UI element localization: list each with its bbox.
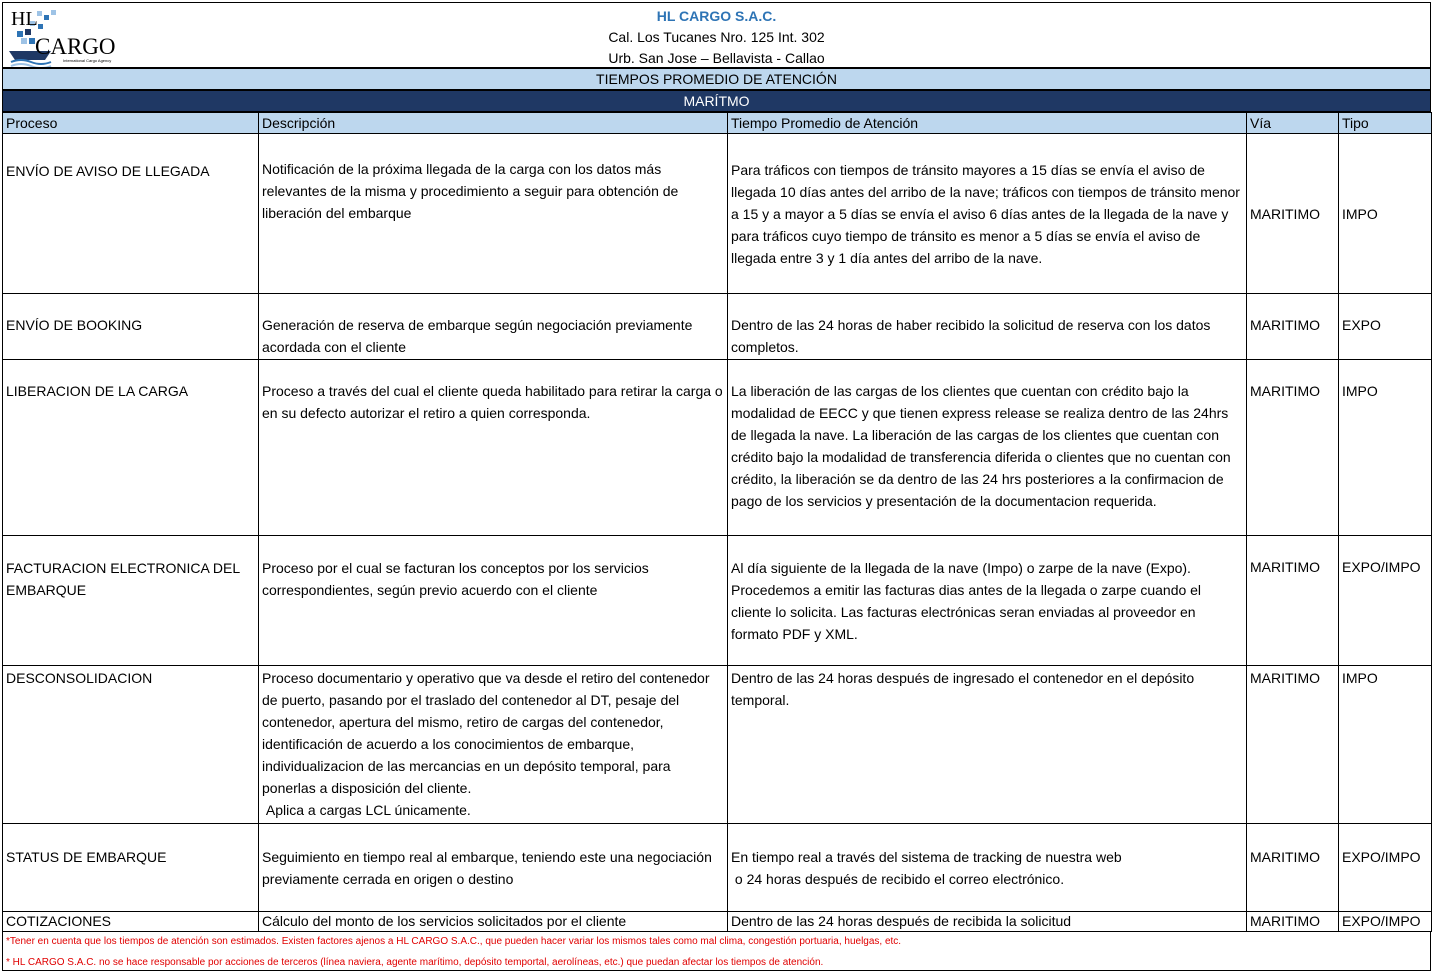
cell-tiempo [728, 824, 1247, 912]
logo-tagline: International Cargo Agency [63, 58, 112, 63]
table-row [3, 912, 1432, 932]
cell-descripcion: Notificación de la próxima llegada de la carga con los datos más relevantes de la misma y procedimiento a seguir para obtención de liberación del embarque [259, 134, 728, 294]
cell-tipo: EXPO [1339, 294, 1432, 360]
tiempo-text: En tiempo real a través del sistema de tracking de nuestra web [731, 849, 1122, 865]
col-header-descripcion: Descripción [259, 113, 728, 134]
cell-tipo: IMPO [1339, 134, 1432, 294]
descripcion-note: Aplica a cargas LCL únicamente. [265, 802, 471, 818]
footer-note-2: * HL CARGO S.A.C. no se hace responsable por acciones de terceros (línea naviera, agente marítimo, depósito temportal, aerolíneas, etc.) que puedan afectar los tiempos de atención. [6, 957, 824, 968]
table-row [3, 360, 1432, 536]
table-row [3, 666, 1432, 824]
cell-proceso: ENVÍO DE BOOKING [3, 294, 259, 360]
cell-proceso: FACTURACION ELECTRONICA DEL EMBARQUE [3, 536, 259, 666]
cell-proceso: COTIZACIONES [3, 912, 259, 932]
logo-text-hl: HL [11, 8, 38, 30]
cell-via: MARITIMO [1247, 912, 1339, 932]
sheet-title: TIEMPOS PROMEDIO DE ATENCIÓN [2, 68, 1431, 90]
descripcion-text: Proceso documentario y operativo que va desde el retiro del contenedor de puerto, pasando por el traslado del contenedor al DT, pesaje del contenedor, apertura del mismo, retiro de cargas del contenedor, identificación de acuerdo a los conocimientos de embarque, individualizacion de las mercancias en un depósito temporal, para ponerlas a disposición del cliente. [262, 670, 710, 796]
cell-proceso: STATUS DE EMBARQUE [3, 824, 259, 912]
cell-tiempo: Dentro de las 24 horas después de ingresado el contenedor en el depósito temporal. [728, 666, 1247, 824]
cell-via: MARITIMO [1247, 134, 1339, 294]
cell-descripcion: Proceso a través del cual el cliente queda habilitado para retirar la carga o en su defecto autorizar el retiro a quien corresponda. [259, 360, 728, 536]
cell-tiempo: Para tráficos con tiempos de tránsito mayores a 15 días se envía el aviso de llegada 10 días antes del arribo de la nave; tráficos con tiempos de tránsito menor a 15 y a mayor a 5 días se envía el aviso 6 días antes de la llegada de la nave y para tráficos cuyo tiempo de tránsito es menor a 5 días se envía el aviso de llegada entre 3 y 1 día antes del arribo de la nave. [728, 134, 1247, 294]
cell-tiempo: Dentro de las 24 horas de haber recibido la solicitud de reserva con los datos completos. [728, 294, 1247, 360]
table-header-row [3, 113, 1432, 134]
cell-proceso: LIBERACION DE LA CARGA [3, 360, 259, 536]
cell-tiempo: Dentro de las 24 horas después de recibida la solicitud [728, 912, 1247, 932]
col-header-tipo: Tipo [1339, 113, 1432, 134]
cell-descripcion: Generación de reserva de embarque según negociación previamente acordada con el cliente [259, 294, 728, 360]
cell-via: MARITIMO [1247, 824, 1339, 912]
company-name: HL CARGO S.A.C. [656, 8, 777, 24]
table-row [3, 134, 1432, 294]
table-row [3, 824, 1432, 912]
cell-descripcion: Seguimiento en tiempo real al embarque, teniendo este una negociación previamente cerrada en origen o destino [259, 824, 728, 912]
tiempo-note: o 24 horas después de recibido el correo electrónico. [734, 871, 1065, 887]
table-row [3, 536, 1432, 666]
col-header-proceso: Proceso [3, 113, 259, 134]
cell-proceso: DESCONSOLIDACION [3, 666, 259, 824]
cell-tipo: IMPO [1339, 360, 1432, 536]
col-header-via: Vía [1247, 113, 1339, 134]
cell-via: MARITIMO [1247, 536, 1339, 666]
cell-via: MARITIMO [1247, 294, 1339, 360]
address-line-1: Cal. Los Tucanes Nro. 125 Int. 302 [608, 29, 825, 45]
cell-descripcion [259, 666, 728, 824]
cell-tiempo: Al día siguiente de la llegada de la nave (Impo) o zarpe de la nave (Expo). Procedemos a emitir las facturas dias antes de la llegada o zarpe cuando el cliente lo solicita. Las facturas electrónicas seran enviadas al proveedor en formato PDF y XML. [728, 536, 1247, 666]
cell-via: MARITIMO [1247, 360, 1339, 536]
cell-via: MARITIMO [1247, 666, 1339, 824]
footer-note-1: *Tener en cuenta que los tiempos de atención son estimados. Existen factores ajenos a HL CARGO S.A.C., que pueden hacer variar los mismos tales como mal clima, congestión portuaria, huelgas, etc. [6, 936, 902, 947]
cell-descripcion: Proceso por el cual se facturan los conceptos por los servicios correspondientes, según previo acuerdo con el cliente [259, 536, 728, 666]
cell-proceso: ENVÍO DE AVISO DE LLEGADA [3, 134, 259, 294]
process-table [2, 112, 1432, 932]
cell-tipo: IMPO [1339, 666, 1432, 824]
cell-tipo: EXPO/IMPO [1339, 536, 1432, 666]
cell-tiempo: La liberación de las cargas de los clientes que cuentan con crédito bajo la modalidad de EECC y que tienen express release se realiza dentro de las 24hrs de llegada la nave. La liberación de las cargas de los clientes que cuentan con crédito bajo la modalidad de transferencia diferida o clientes que no cuentan con crédito, la liberación se da dentro de las 24 hrs posteriores a la confirmacion de pago de los servicios y presentación de la documentacion requerida. [728, 360, 1247, 536]
col-header-tiempo: Tiempo Promedio de Atención [728, 113, 1247, 134]
table-row [3, 294, 1432, 360]
footer-notes [2, 931, 1431, 971]
logo-text-cargo: CARGO [35, 34, 116, 59]
section-title: MARÍTMO [2, 90, 1431, 112]
document-header [2, 2, 1431, 68]
cell-tipo: EXPO/IMPO [1339, 912, 1432, 932]
address-line-2: Urb. San Jose – Bellavista - Callao [608, 50, 825, 66]
cell-descripcion: Cálculo del monto de los servicios solicitados por el cliente [259, 912, 728, 932]
cell-tipo: EXPO/IMPO [1339, 824, 1432, 912]
